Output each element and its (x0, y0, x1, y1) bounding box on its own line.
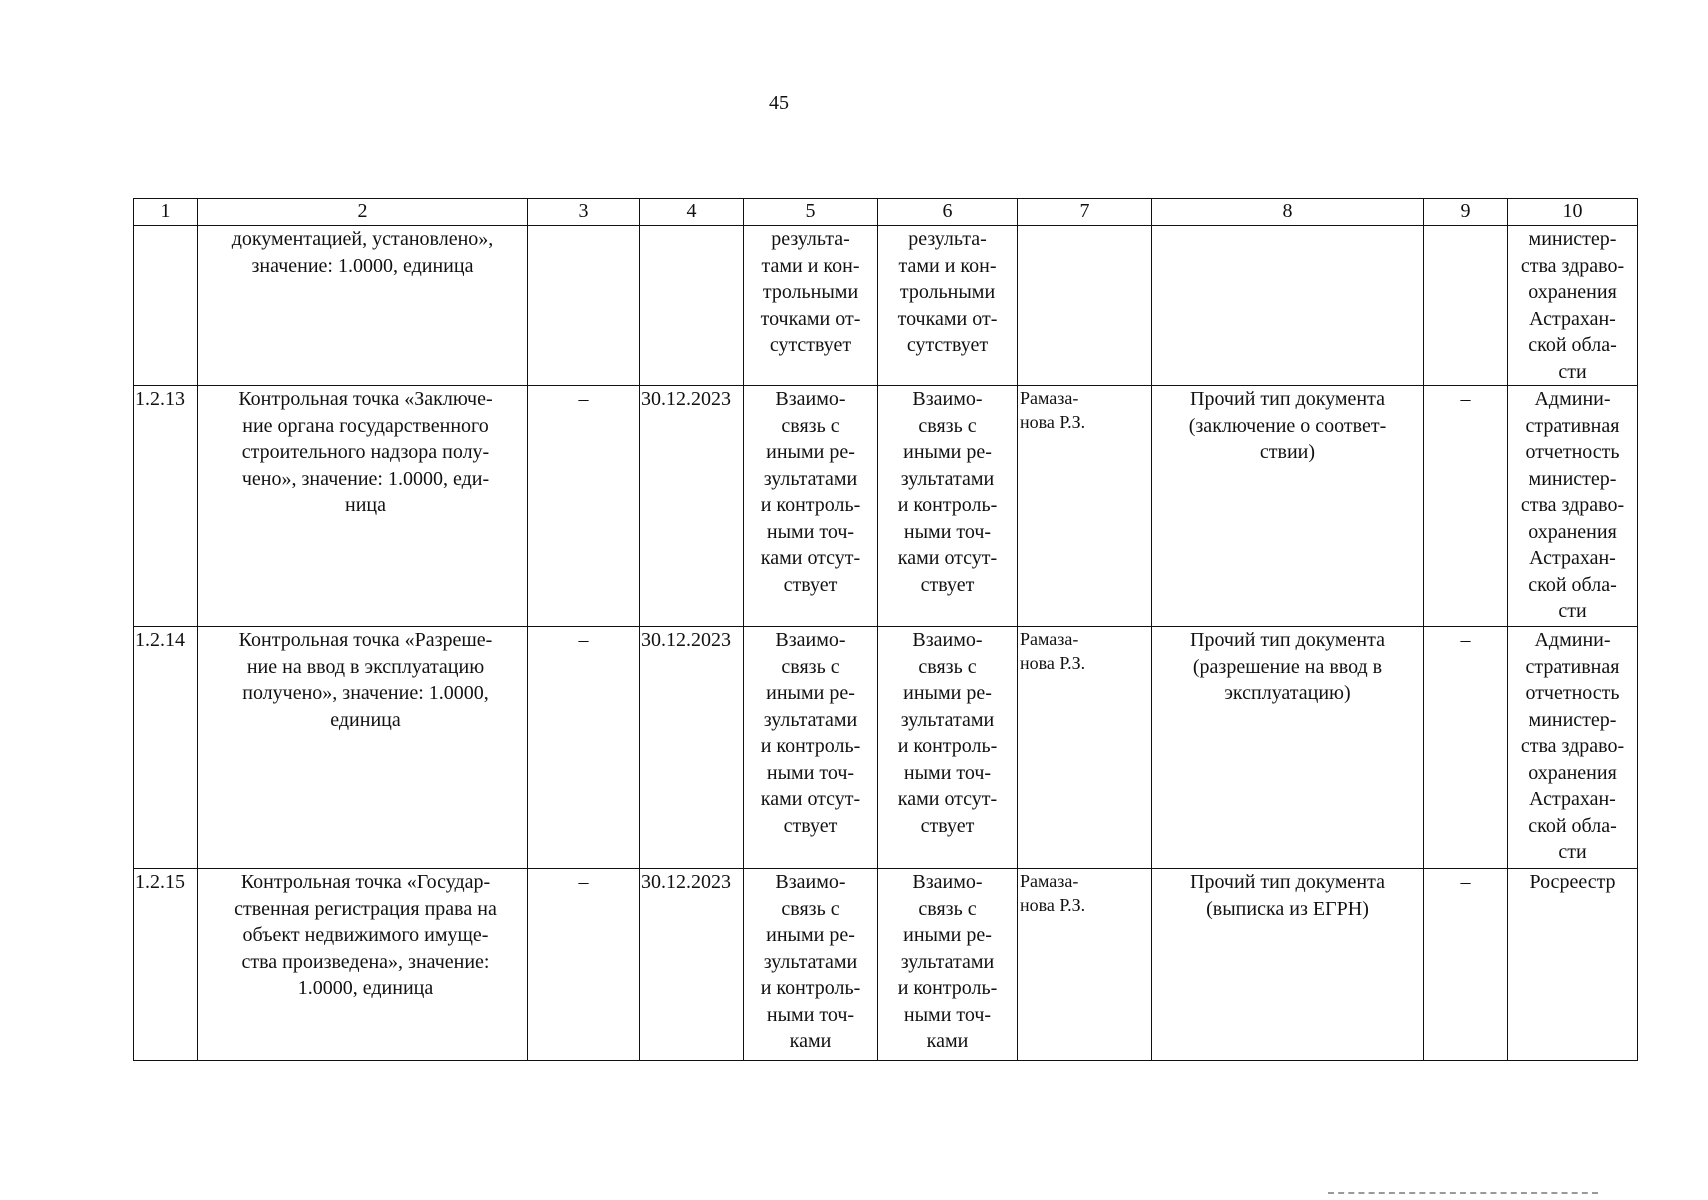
page-number (0, 92, 1708, 115)
cell-date: 30.12.2023 (640, 386, 744, 627)
table-header-row (134, 199, 1638, 226)
cell-col3: – (528, 386, 640, 627)
cell-relation-5: результа- тами и кон- трольными точками от- сутствует (744, 226, 878, 386)
header-col-7: 7 (1018, 199, 1152, 226)
table-row (134, 869, 1638, 1061)
cell-date: 30.12.2023 (640, 869, 744, 1061)
cell-date (640, 226, 744, 386)
cell-number (134, 226, 198, 386)
cell-col9: – (1424, 627, 1508, 869)
cell-description: Контрольная точка «Заключе- ние органа государственного строительного надзора полу- чено», значение: 1.0000, еди- ница (198, 386, 528, 627)
cell-relation-5: Взаимо- связь с иными ре- зультатами и контроль- ными точ- ками (744, 869, 878, 1061)
cell-date: 30.12.2023 (640, 627, 744, 869)
cell-responsible: Рамаза- нова Р.З. (1018, 869, 1152, 1061)
cell-number: 1.2.15 (134, 869, 198, 1061)
cell-relation-6: Взаимо- связь с иными ре- зультатами и контроль- ными точ- ками отсут- ствует (878, 627, 1018, 869)
header-col-1: 1 (134, 199, 198, 226)
document-table (133, 198, 1638, 1061)
cell-col3 (528, 226, 640, 386)
header-col-3: 3 (528, 199, 640, 226)
cell-relation-6: результа- тами и кон- трольными точками от- сутствует (878, 226, 1018, 386)
cell-relation-5: Взаимо- связь с иными ре- зультатами и контроль- ными точ- ками отсут- ствует (744, 627, 878, 869)
cell-document-type: Прочий тип документа (заключение о соответ- ствии) (1152, 386, 1424, 627)
header-col-4: 4 (640, 199, 744, 226)
cell-number: 1.2.14 (134, 627, 198, 869)
cell-col9: – (1424, 386, 1508, 627)
cell-source: Админи- стративная отчетность министер- ства здраво- охранения Астрахан- ской обла- сти (1508, 386, 1638, 627)
table-row (134, 627, 1638, 869)
header-col-10: 10 (1508, 199, 1638, 226)
header-col-5: 5 (744, 199, 878, 226)
cell-relation-6: Взаимо- связь с иными ре- зультатами и контроль- ными точ- ками отсут- ствует (878, 386, 1018, 627)
cell-col3: – (528, 627, 640, 869)
header-col-2: 2 (198, 199, 528, 226)
cell-description: Контрольная точка «Государ- ственная регистрация права на объект недвижимого имуще- ства произведена», значение: 1.0000, единица (198, 869, 528, 1061)
cell-source: Админи- стративная отчетность министер- ства здраво- охранения Астрахан- ской обла- сти (1508, 627, 1638, 869)
cell-responsible (1018, 226, 1152, 386)
cell-document-type: Прочий тип документа (разрешение на ввод в эксплуатацию) (1152, 627, 1424, 869)
cell-col9 (1424, 226, 1508, 386)
cell-description: документацией, установлено», значение: 1.0000, единица (198, 226, 528, 386)
cell-col3: – (528, 869, 640, 1061)
table-row (134, 386, 1638, 627)
page-number-text: 45 (769, 92, 789, 114)
cell-col9: – (1424, 869, 1508, 1061)
scan-artifact-line (1328, 1192, 1598, 1198)
table-row (134, 226, 1638, 386)
cell-description: Контрольная точка «Разреше- ние на ввод в эксплуатацию получено», значение: 1.0000, единица (198, 627, 528, 869)
cell-source: Росреестр (1508, 869, 1638, 1061)
cell-source: министер- ства здраво- охранения Астрахан- ской обла- сти (1508, 226, 1638, 386)
cell-relation-6: Взаимо- связь с иными ре- зультатами и контроль- ными точ- ками (878, 869, 1018, 1061)
cell-document-type: Прочий тип документа (выписка из ЕГРН) (1152, 869, 1424, 1061)
cell-number: 1.2.13 (134, 386, 198, 627)
header-col-8: 8 (1152, 199, 1424, 226)
cell-relation-5: Взаимо- связь с иными ре- зультатами и контроль- ными точ- ками отсут- ствует (744, 386, 878, 627)
cell-document-type (1152, 226, 1424, 386)
header-col-9: 9 (1424, 199, 1508, 226)
cell-responsible: Рамаза- нова Р.З. (1018, 627, 1152, 869)
header-col-6: 6 (878, 199, 1018, 226)
cell-responsible: Рамаза- нова Р.З. (1018, 386, 1152, 627)
